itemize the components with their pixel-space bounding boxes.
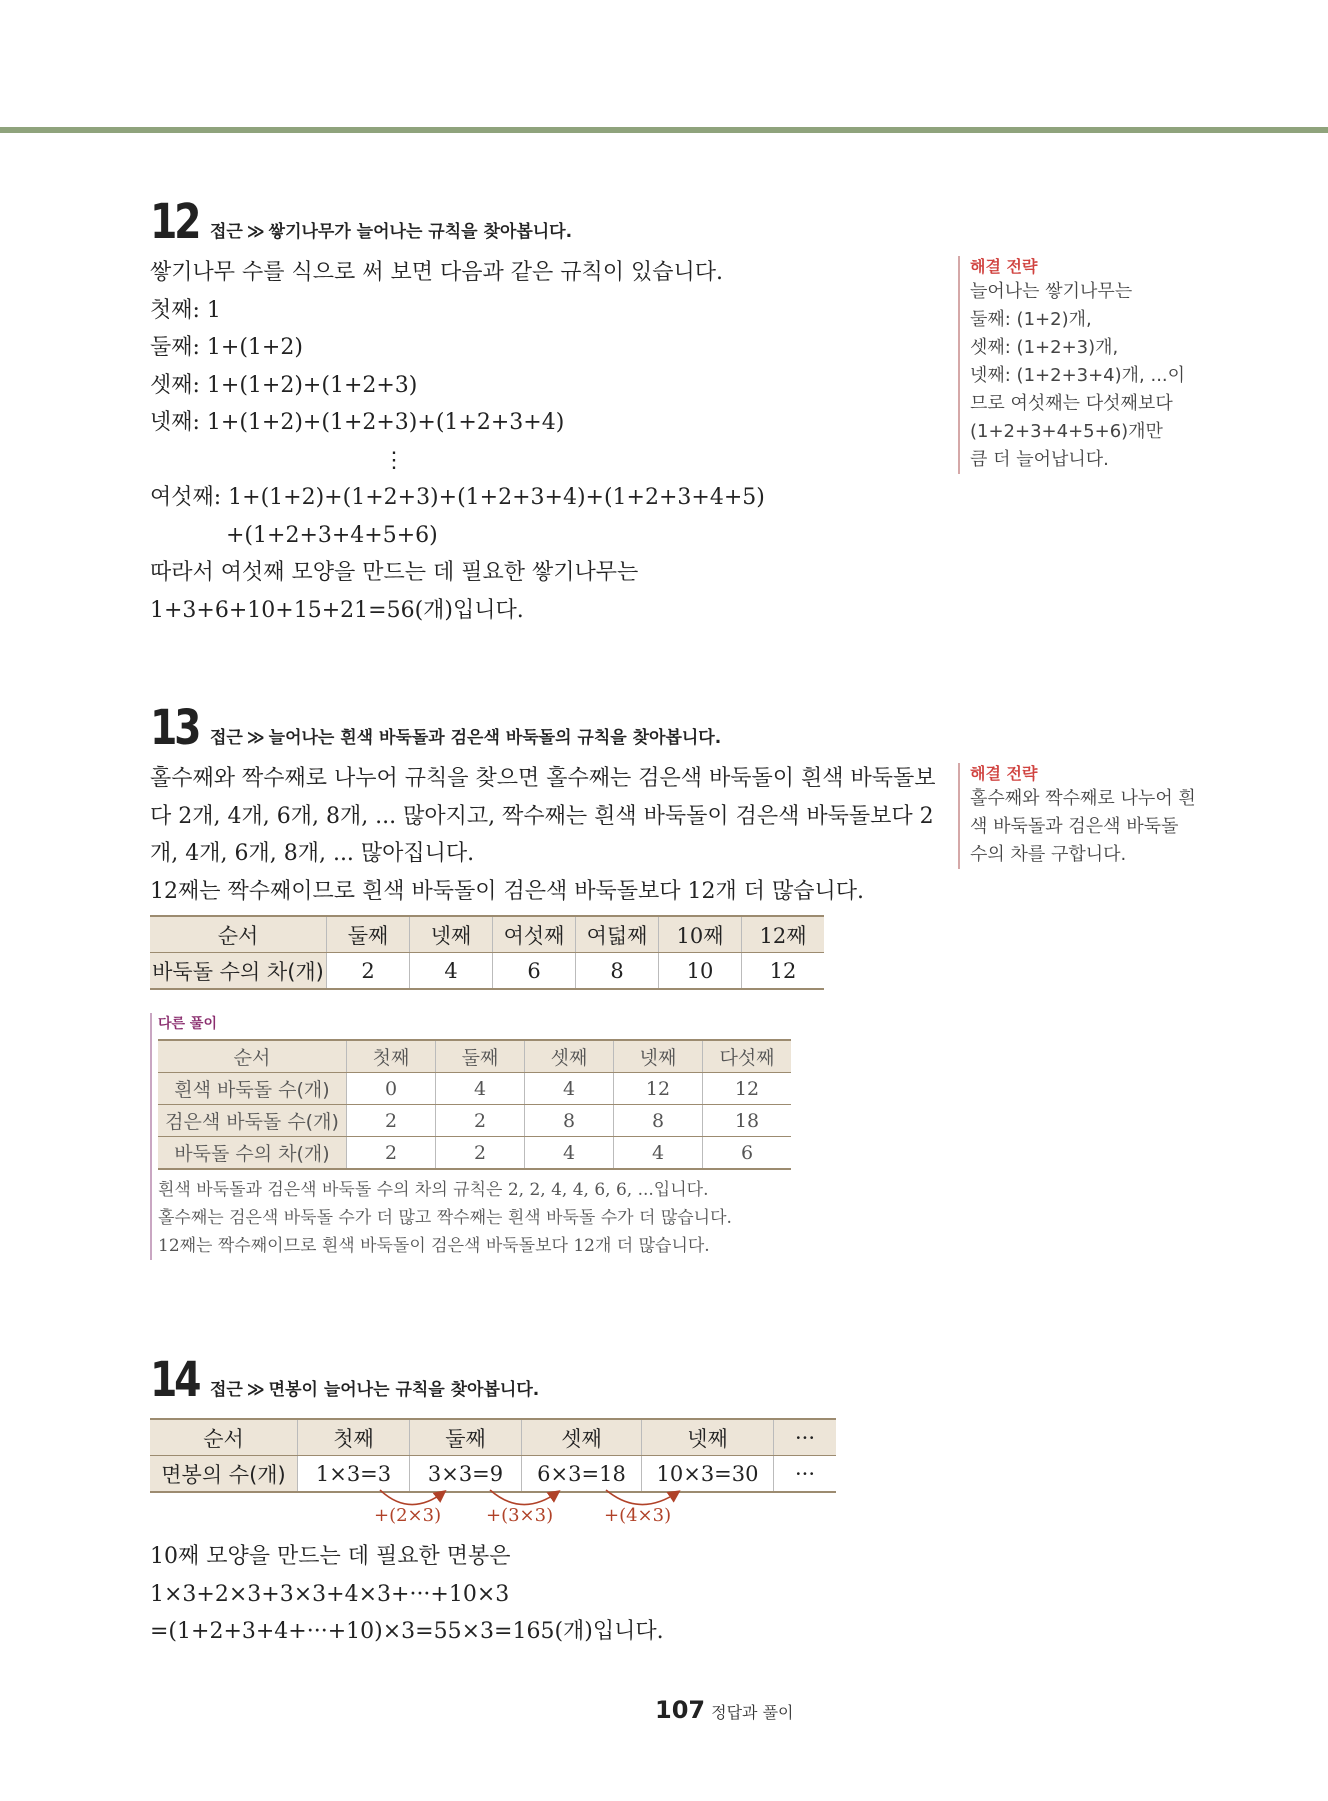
problem-13 <box>150 698 936 910</box>
table-header-row <box>158 1040 791 1073</box>
table-cell: 18 <box>703 1105 792 1137</box>
table-cell: 2 <box>436 1105 525 1137</box>
table-header-cell: 10째 <box>659 916 742 953</box>
double-chevron-icon: ≫ <box>246 1380 265 1400</box>
row-label: 검은색 바둑돌 수(개) <box>158 1105 347 1137</box>
increment-label: +(2×3) <box>374 1505 442 1526</box>
approach-label: 접근 <box>210 1380 243 1400</box>
table-header-cell: 순서 <box>158 1040 347 1073</box>
row-label: 바둑돌 수의 차(개) <box>158 1137 347 1170</box>
table-header-cell: 둘째 <box>410 1419 522 1456</box>
table-header-cell: 셋째 <box>525 1040 614 1073</box>
swab-table <box>150 1418 836 1493</box>
problem-number: 14 <box>150 1352 199 1408</box>
problem-14-solution <box>150 1530 664 1651</box>
table-cell: 8 <box>525 1105 614 1137</box>
row-label: 바둑돌 수의 차(개) <box>150 953 327 990</box>
problem-14 <box>150 1350 540 1408</box>
solution-text <box>150 1538 664 1651</box>
problem-header <box>150 192 765 250</box>
increment-arc <box>380 1490 444 1505</box>
increment-arc <box>490 1490 558 1505</box>
solution-line: 홀수째와 짝수째로 나누어 규칙을 찾으면 홀수째는 검은색 바둑돌이 흰색 바둑돌보 <box>150 766 936 791</box>
solution-line: 따라서 여섯째 모양을 만드는 데 필요한 쌓기나무는 <box>150 560 639 585</box>
table-cell: 10×3=30 <box>642 1456 774 1493</box>
strategy-title: 해결 전략 <box>970 764 1038 783</box>
table-cell: 12 <box>742 953 825 990</box>
approach-label: 접근 <box>210 728 243 748</box>
solution-line: =(1+2+3+4+···+10)×3=55×3=165(개)입니다. <box>150 1619 664 1644</box>
table-row <box>158 1073 791 1105</box>
table-cell: 3×3=9 <box>410 1456 522 1493</box>
problem-header <box>150 698 936 756</box>
table-cell: 4 <box>525 1137 614 1170</box>
alt-note-line: 흰색 바둑돌과 검은색 바둑돌 수의 차의 규칙은 2, 2, 4, 4, 6, 6, ...입니다. <box>158 1180 709 1200</box>
page-number: 107 <box>655 1696 706 1724</box>
table-header-cell: 넷째 <box>642 1419 774 1456</box>
solution-line: 첫째: 1 <box>150 297 221 323</box>
table-cell: ··· <box>774 1456 837 1493</box>
table-header-cell: 첫째 <box>298 1419 410 1456</box>
table-header-cell: 셋째 <box>522 1419 642 1456</box>
alt-note-line: 12째는 짝수째이므로 흰색 바둑돌이 검은색 바둑돌보다 12개 더 많습니다. <box>158 1236 710 1256</box>
table-header-cell: ··· <box>774 1419 837 1456</box>
table-cell: 6 <box>493 953 576 990</box>
table-header-row <box>150 916 824 953</box>
strategy-line: 둘째: (1+2)개, <box>970 309 1092 330</box>
table-cell: 10 <box>659 953 742 990</box>
table-cell: 2 <box>347 1137 436 1170</box>
increment-label: +(4×3) <box>604 1505 672 1526</box>
strategy-line: (1+2+3+4+5+6)개만 <box>970 421 1163 442</box>
strategy-line: 넷째: (1+2+3+4)개, ...이 <box>970 365 1186 386</box>
table-header-cell: 넷째 <box>410 916 493 953</box>
table-header-cell: 순서 <box>150 916 327 953</box>
table-cell: 4 <box>436 1073 525 1105</box>
problem-12 <box>150 192 765 629</box>
strategy-line: 셋째: (1+2+3)개, <box>970 337 1119 358</box>
table-cell: 4 <box>614 1137 703 1170</box>
table-row <box>158 1137 791 1170</box>
double-chevron-icon: ≫ <box>246 222 265 242</box>
row-label: 면봉의 수(개) <box>150 1456 298 1493</box>
table-cell: 12 <box>614 1073 703 1105</box>
table-header-cell: 둘째 <box>327 916 410 953</box>
approach-hint <box>210 217 572 242</box>
increment-arc <box>606 1490 678 1505</box>
table-header-cell: 다섯째 <box>703 1040 792 1073</box>
top-rule <box>0 127 1328 133</box>
strategy-note-13 <box>958 763 1220 869</box>
approach-label: 접근 <box>210 222 243 242</box>
table-header-cell: 여섯째 <box>493 916 576 953</box>
table-cell: 0 <box>347 1073 436 1105</box>
solution-text <box>150 760 936 910</box>
difference-table <box>150 915 824 990</box>
alt-table <box>158 1039 791 1170</box>
solution-line: 개, 4개, 6개, 8개, ... 많아집니다. <box>150 841 475 866</box>
table-cell: 2 <box>347 1105 436 1137</box>
table-cell: 8 <box>576 953 659 990</box>
solution-line: +(1+2+3+4+5+6) <box>226 522 438 548</box>
approach-text: 늘어나는 흰색 바둑돌과 검은색 바둑돌의 규칙을 찾아봅니다. <box>268 728 722 748</box>
row-label: 흰색 바둑돌 수(개) <box>158 1073 347 1105</box>
solution-line: 12째는 짝수째이므로 흰색 바둑돌이 검은색 바둑돌보다 12개 더 많습니다. <box>150 878 864 904</box>
strategy-line: 수의 차를 구합니다. <box>970 844 1127 865</box>
solution-line: 10째 모양을 만드는 데 필요한 면봉은 <box>150 1544 511 1569</box>
approach-hint <box>210 723 721 748</box>
table-header-cell: 첫째 <box>347 1040 436 1073</box>
table-cell: 1×3=3 <box>298 1456 410 1493</box>
alt-note-line: 홀수째는 검은색 바둑돌 수가 더 많고 짝수째는 흰색 바둑돌 수가 더 많습니다. <box>158 1208 732 1228</box>
page-footer <box>655 1696 793 1724</box>
strategy-line: 홀수째와 짝수째로 나누어 흰 <box>970 788 1196 809</box>
table-header-cell: 넷째 <box>614 1040 703 1073</box>
problem-header <box>150 1350 540 1408</box>
table-header-cell: 여덟째 <box>576 916 659 953</box>
table-cell: 4 <box>410 953 493 990</box>
table-cell: 4 <box>525 1073 614 1105</box>
table-header-cell: 12째 <box>742 916 825 953</box>
increment-label: +(3×3) <box>486 1505 554 1526</box>
table-header-cell: 둘째 <box>436 1040 525 1073</box>
solution-line: 1×3+2×3+3×3+4×3+···+10×3 <box>150 1581 510 1607</box>
approach-hint <box>210 1375 539 1400</box>
solution-text <box>150 254 765 629</box>
table-header-cell: 순서 <box>150 1419 298 1456</box>
solution-line: 다 2개, 4개, 6개, 8개, ... 많아지고, 짝수째는 흰색 바둑돌이 검은색 바둑돌보다 2 <box>150 803 934 829</box>
table-row <box>150 953 824 990</box>
problem-number: 13 <box>150 700 199 756</box>
solution-line: 셋째: 1+(1+2)+(1+2+3) <box>150 372 418 398</box>
strategy-line: 색 바둑돌과 검은색 바둑돌 <box>970 816 1179 837</box>
approach-text: 쌓기나무가 늘어나는 규칙을 찾아봅니다. <box>268 222 573 242</box>
table-cell: 2 <box>327 953 410 990</box>
strategy-title: 해결 전략 <box>970 257 1038 276</box>
table-row <box>158 1105 791 1137</box>
strategy-note-12 <box>958 256 1220 474</box>
table-header-row <box>150 1419 836 1456</box>
double-chevron-icon: ≫ <box>246 728 265 748</box>
solution-line: 1+3+6+10+15+21=56(개)입니다. <box>150 597 524 623</box>
approach-text: 면봉이 늘어나는 규칙을 찾아봅니다. <box>268 1380 540 1400</box>
strategy-line: 큼 더 늘어납니다. <box>970 449 1109 470</box>
solution-line: 쌓기나무 수를 식으로 써 보면 다음과 같은 규칙이 있습니다. <box>150 260 723 285</box>
table-cell: 2 <box>436 1137 525 1170</box>
table-cell: 6×3=18 <box>522 1456 642 1493</box>
footer-label: 정답과 풀이 <box>711 1703 794 1722</box>
alt-title: 다른 풀이 <box>158 1016 217 1032</box>
strategy-line: 늘어나는 쌓기나무는 <box>970 281 1133 302</box>
alt-notes <box>158 1176 808 1260</box>
solution-line: 둘째: 1+(1+2) <box>150 335 303 360</box>
solution-line: 여섯째: 1+(1+2)+(1+2+3)+(1+2+3+4)+(1+2+3+4+5) <box>150 485 765 510</box>
table-cell: 8 <box>614 1105 703 1137</box>
solution-line: 넷째: 1+(1+2)+(1+2+3)+(1+2+3+4) <box>150 410 565 435</box>
table-cell: 12 <box>703 1073 792 1105</box>
table-cell: 6 <box>703 1137 792 1170</box>
problem-number: 12 <box>150 194 199 250</box>
vertical-ellipsis: ⋮ <box>383 447 405 473</box>
alternative-solution <box>150 1013 808 1260</box>
strategy-line: 므로 여섯째는 다섯째보다 <box>970 393 1173 414</box>
